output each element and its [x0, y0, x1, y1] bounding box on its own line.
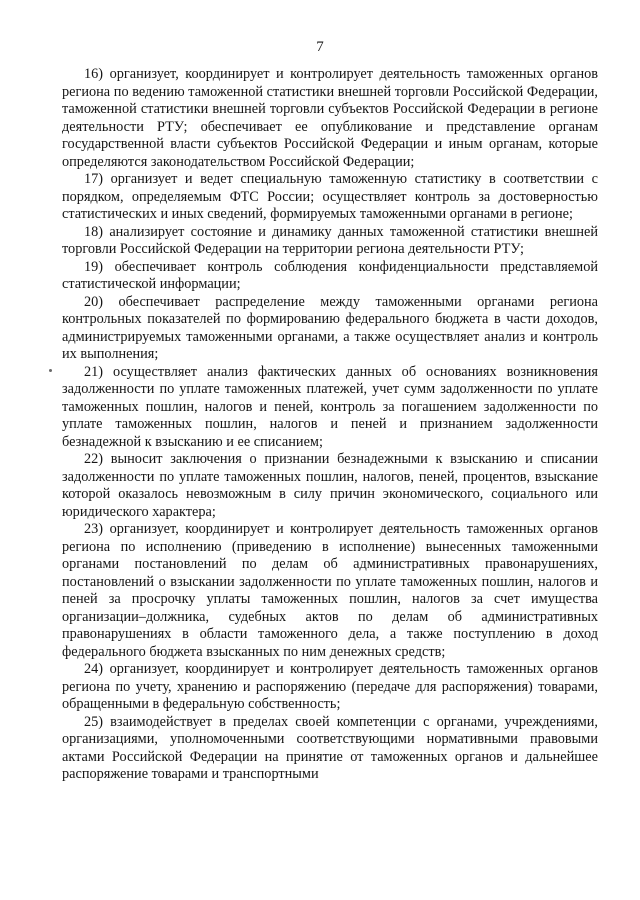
paragraph-18: 18) анализирует состояние и динамику данных таможенной статистики внешней торговли Российской Федерации на территории региона деятельности РТУ;: [62, 223, 598, 257]
paragraph-22: 22) выносит заключения о признании безнадежными к взысканию и списании задолженности по уплате таможенных пошлин, налогов, пеней, процентов, взыскание которой оказалось невозможным в силу причин экономического, социального или юридического характера;: [62, 451, 598, 520]
document-body: [62, 66, 598, 784]
paragraph-16: 16) организует, координирует и контролирует деятельность таможенных органов региона по ведению таможенной статистики внешней торговли Российской Федерации, таможенной статистики внешней торговли субъектов Российской Федерации в регионе деятельности РТУ; обеспечивает ее опубликование и представление органам государственной власти субъектов Российской Федерации и иным органам, которые определяются законодательством Российской Федерации;: [62, 66, 598, 170]
paragraph-20: 20) обеспечивает распределение между таможенными органами региона контрольных показателей по формированию федерального бюджета в части доходов, администрируемых таможенными органами, а также осуществляет анализ и контроль их выполнения;: [62, 293, 598, 362]
paragraph-17: 17) организует и ведет специальную таможенную статистику в соответствии с порядком, определяемым ФТС России; осуществляет контроль за достоверностью статистических и иных сведений, формируемых таможенными органами в регионе;: [62, 171, 598, 222]
paragraph-21: 21) осуществляет анализ фактических данных об основаниях возникновения задолженности по уплате таможенных платежей, учет сумм задолженности по уплате таможенных пошлин, налогов и пеней, контроль за погашением задолженности по уплате таможенных пошлин, налогов и пеней и признанием задолженности безнадежной к взысканию и ее списанием;: [62, 363, 598, 450]
paragraph-19: 19) обеспечивает контроль соблюдения конфиденциальности представляемой статистической информации;: [62, 258, 598, 292]
paragraph-24: 24) организует, координирует и контролирует деятельность таможенных органов региона по учету, хранению и распоряжению (передаче для распоряжения) товарами, обращенными в федеральную собственность;: [62, 661, 598, 712]
scan-dot-mark: [49, 369, 52, 372]
paragraph-25: 25) взаимодействует в пределах своей компетенции с органами, учреждениями, организациями, уполномоченными соответствующими нормативными правовыми актами Российской Федерации на принятие от таможенных органов и дальнейшее распоряжение товарами и транспортными: [62, 713, 598, 782]
page-number: 7: [316, 39, 324, 55]
paragraph-23: 23) организует, координирует и контролирует деятельность таможенных органов региона по исполнению (приведению в исполнение) вынесенных таможенными органами постановлений по делам об административных правонарушениях, постановлений о взыскании задолженности по уплате таможенных пошлин, налогов и пеней за просрочку уплаты таможенных пошлин, налогов за счет имущества организации–должника, судебных актов по делам об административных правонарушениях в области таможенного дела, а также поступлению в доход федерального бюджета взысканных по ним денежных средств;: [62, 521, 598, 660]
